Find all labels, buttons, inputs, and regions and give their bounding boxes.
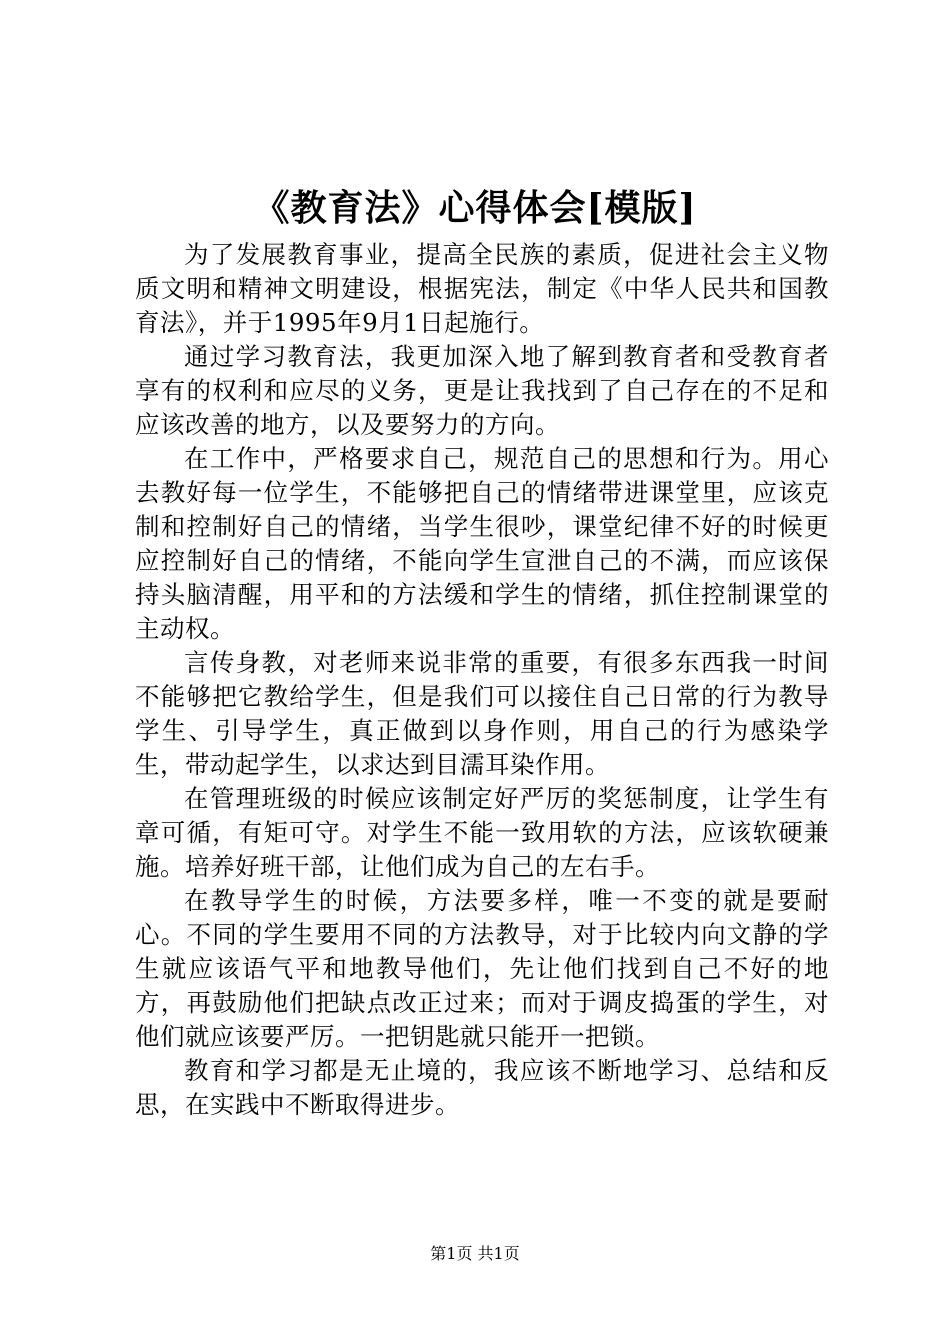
paragraph: 教育和学习都是无止境的，我应该不断地学习、总结和反思，在实践中不断取得进步。 bbox=[135, 1056, 829, 1119]
page-footer: 第1页 共1页 bbox=[430, 1244, 520, 1263]
paragraph: 在教导学生的时候，方法要多样，唯一不变的就是要耐心。不同的学生要用不同的方法教导，对于比较内向文静的学生就应该语气平和地教导他们，先让他们找到自己不好的地方，再鼓励他们把缺点改正过来；而对于调皮捣蛋的学生，对他们就应该要严厉。一把钥匙就只能开一把锁。 bbox=[135, 886, 829, 1051]
document-title: 《教育法》心得体会[模版] bbox=[253, 187, 697, 229]
paragraph: 通过学习教育法，我更加深入地了解到教育者和受教育者享有的权利和应尽的义务，更是让我找到了自己存在的不足和应该改善的地方，以及要努力的方向。 bbox=[135, 342, 829, 439]
paragraph: 在管理班级的时候应该制定好严厉的奖惩制度，让学生有章可循，有矩可守。对学生不能一致用软的方法，应该软硬兼施。培养好班干部，让他们成为自己的左右手。 bbox=[135, 784, 829, 881]
paragraph: 在工作中，严格要求自己，规范自己的思想和行为。用心去教好每一位学生，不能够把自己的情绪带进课堂里，应该克制和控制好自己的情绪，当学生很吵，课堂纪律不好的时候更应控制好自己的情绪，不能向学生宣泄自己的不满，而应该保持头脑清醒，用平和的方法缓和学生的情绪，抓住控制课堂的主动权。 bbox=[135, 444, 829, 643]
paragraph: 为了发展教育事业，提高全民族的素质，促进社会主义物质文明和精神文明建设，根据宪法，制定《中华人民共和国教育法》，并于1995年9月1日起施行。 bbox=[135, 240, 829, 337]
paragraph: 言传身教，对老师来说非常的重要，有很多东西我一时间不能够把它教给学生，但是我们可以接住自己日常的行为教导学生、引导学生，真正做到以身作则，用自己的行为感染学生，带动起学生，以求达到目濡耳染作用。 bbox=[135, 648, 829, 779]
document-body bbox=[135, 238, 829, 1122]
